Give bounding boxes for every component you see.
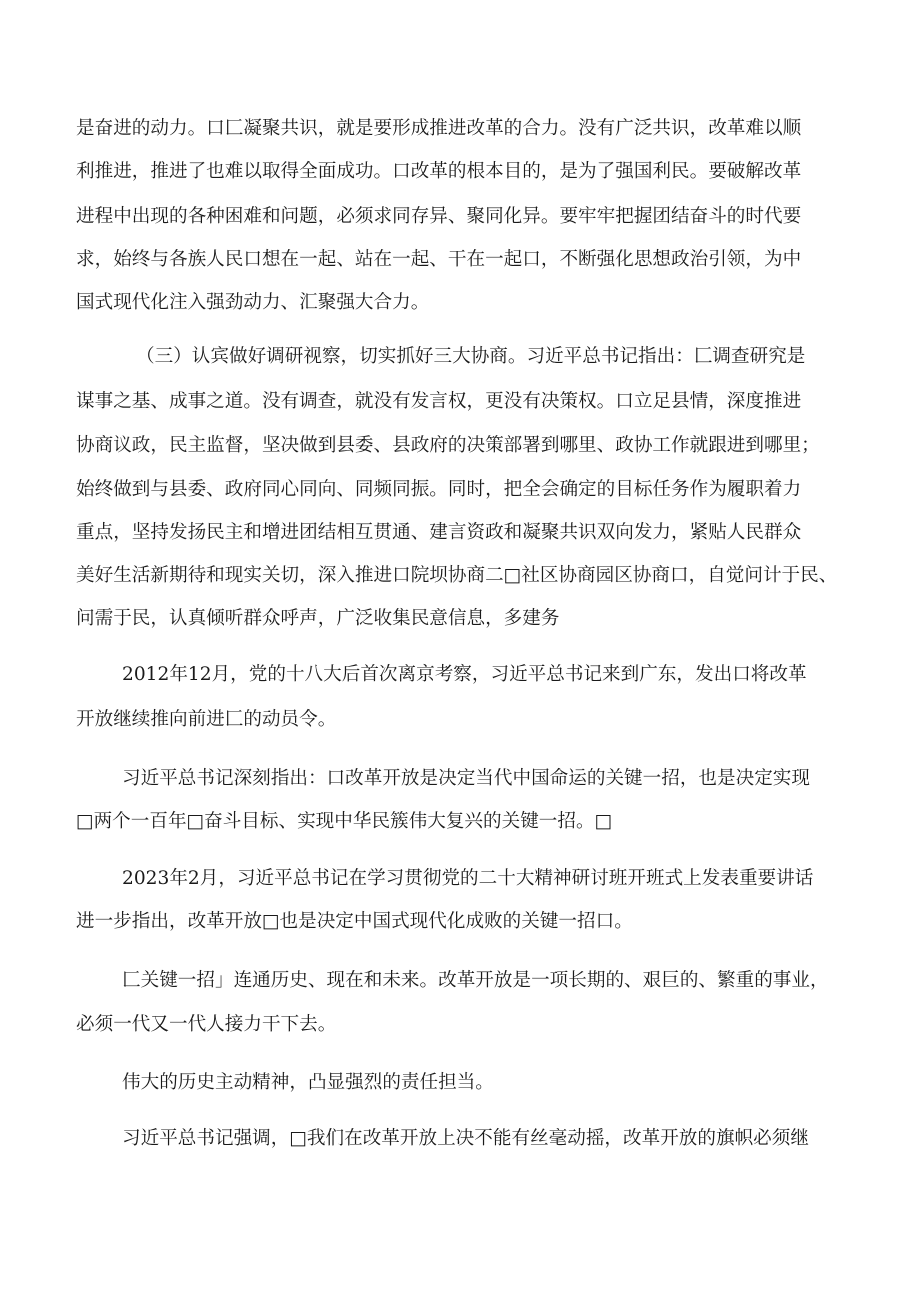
p3-line-2: 开放继续推向前进匚的动员令。 [76, 709, 337, 730]
p4-line-1: 习近平总书记深刻指出：口改革开放是决定当代中国命运的关键一招，也是决定实现 [122, 768, 810, 789]
p6-line-1: 匚关键一招」连通历史、现在和未来。改革开放是一项长期的、艰巨的、繁重的事业， [122, 970, 829, 991]
p2-line-6: 美好生活新期待和现实关切，深入推进口院坝协商二□社区协商园区协商口，自觉问计于民、 [76, 565, 838, 586]
p5-line-1: 2023年2月，习近平总书记在学习贯彻党的二十大精神研讨班开班式上发表重要讲话 [122, 868, 814, 889]
p2-line-1: （三）认宾做好调研视察，切实抓好三大协商。习近平总书记指出：匚调查研究是 [136, 346, 806, 367]
p8-line-1: 习近平总书记强调，□我们在改革开放上决不能有丝毫动摇，改革开放的旗帜必须继 [122, 1128, 809, 1149]
p3-line-1: 2012年12月，党的十八大后首次离京考察，习近平总书记来到广东，发出口将改革 [122, 664, 807, 685]
p1-line-1: 是奋进的动力。口匚凝聚共识，就是要形成推进改革的合力。没有广泛共识，改革难以顺 [76, 118, 802, 139]
p2-line-3: 协商议政，民主监督，坚决做到县委、县政府的决策部署到哪里、政协工作就跟进到哪里； [76, 435, 820, 456]
p2-line-5: 重点，坚持发扬民主和增进团结相互贯通、建言资政和凝聚共识双向发力，紧贴人民群众 [76, 522, 802, 543]
p5-line-2: 进一步指出，改革开放□也是决定中国式现代化成败的关键一招口。 [76, 911, 633, 932]
p2-line-2: 谋事之基、成事之道。没有调查，就没有发言权，更没有决策权。口立足县情，深度推进 [76, 391, 802, 412]
p2-line-7: 问需于民，认真倾听群众呼声，广泛收集民意信息，多建务 [76, 608, 560, 629]
p6-line-2: 必须一代又一代人接力干下去。 [76, 1014, 337, 1035]
p1-line-3: 进程中出现的各种困难和问题，必须求同存异、聚同化异。要牢牢把握团结奋斗的时代要 [76, 206, 802, 227]
p2-line-4: 始终做到与县委、政府同心同向、同频同振。同时，把全会确定的目标任务作为履职着力 [76, 479, 802, 500]
p4-line-2: □两个一百年□奋斗目标、实现中华民簇伟大复兴的关键一招。□ [76, 811, 613, 832]
p1-line-4: 求，始终与各族人民口想在一起、站在一起、干在一起口，不断强化思想政治引领，为中 [76, 249, 802, 270]
p1-line-5: 国式现代化注入强劲动力、汇聚强大合力。 [76, 292, 430, 313]
p7-line-1: 伟大的历史主动精神，凸显强烈的责任担当。 [122, 1072, 494, 1093]
p1-line-2: 利推进，推进了也难以取得全面成功。口改革的根本目的，是为了强国利民。要破解改革 [76, 161, 802, 182]
